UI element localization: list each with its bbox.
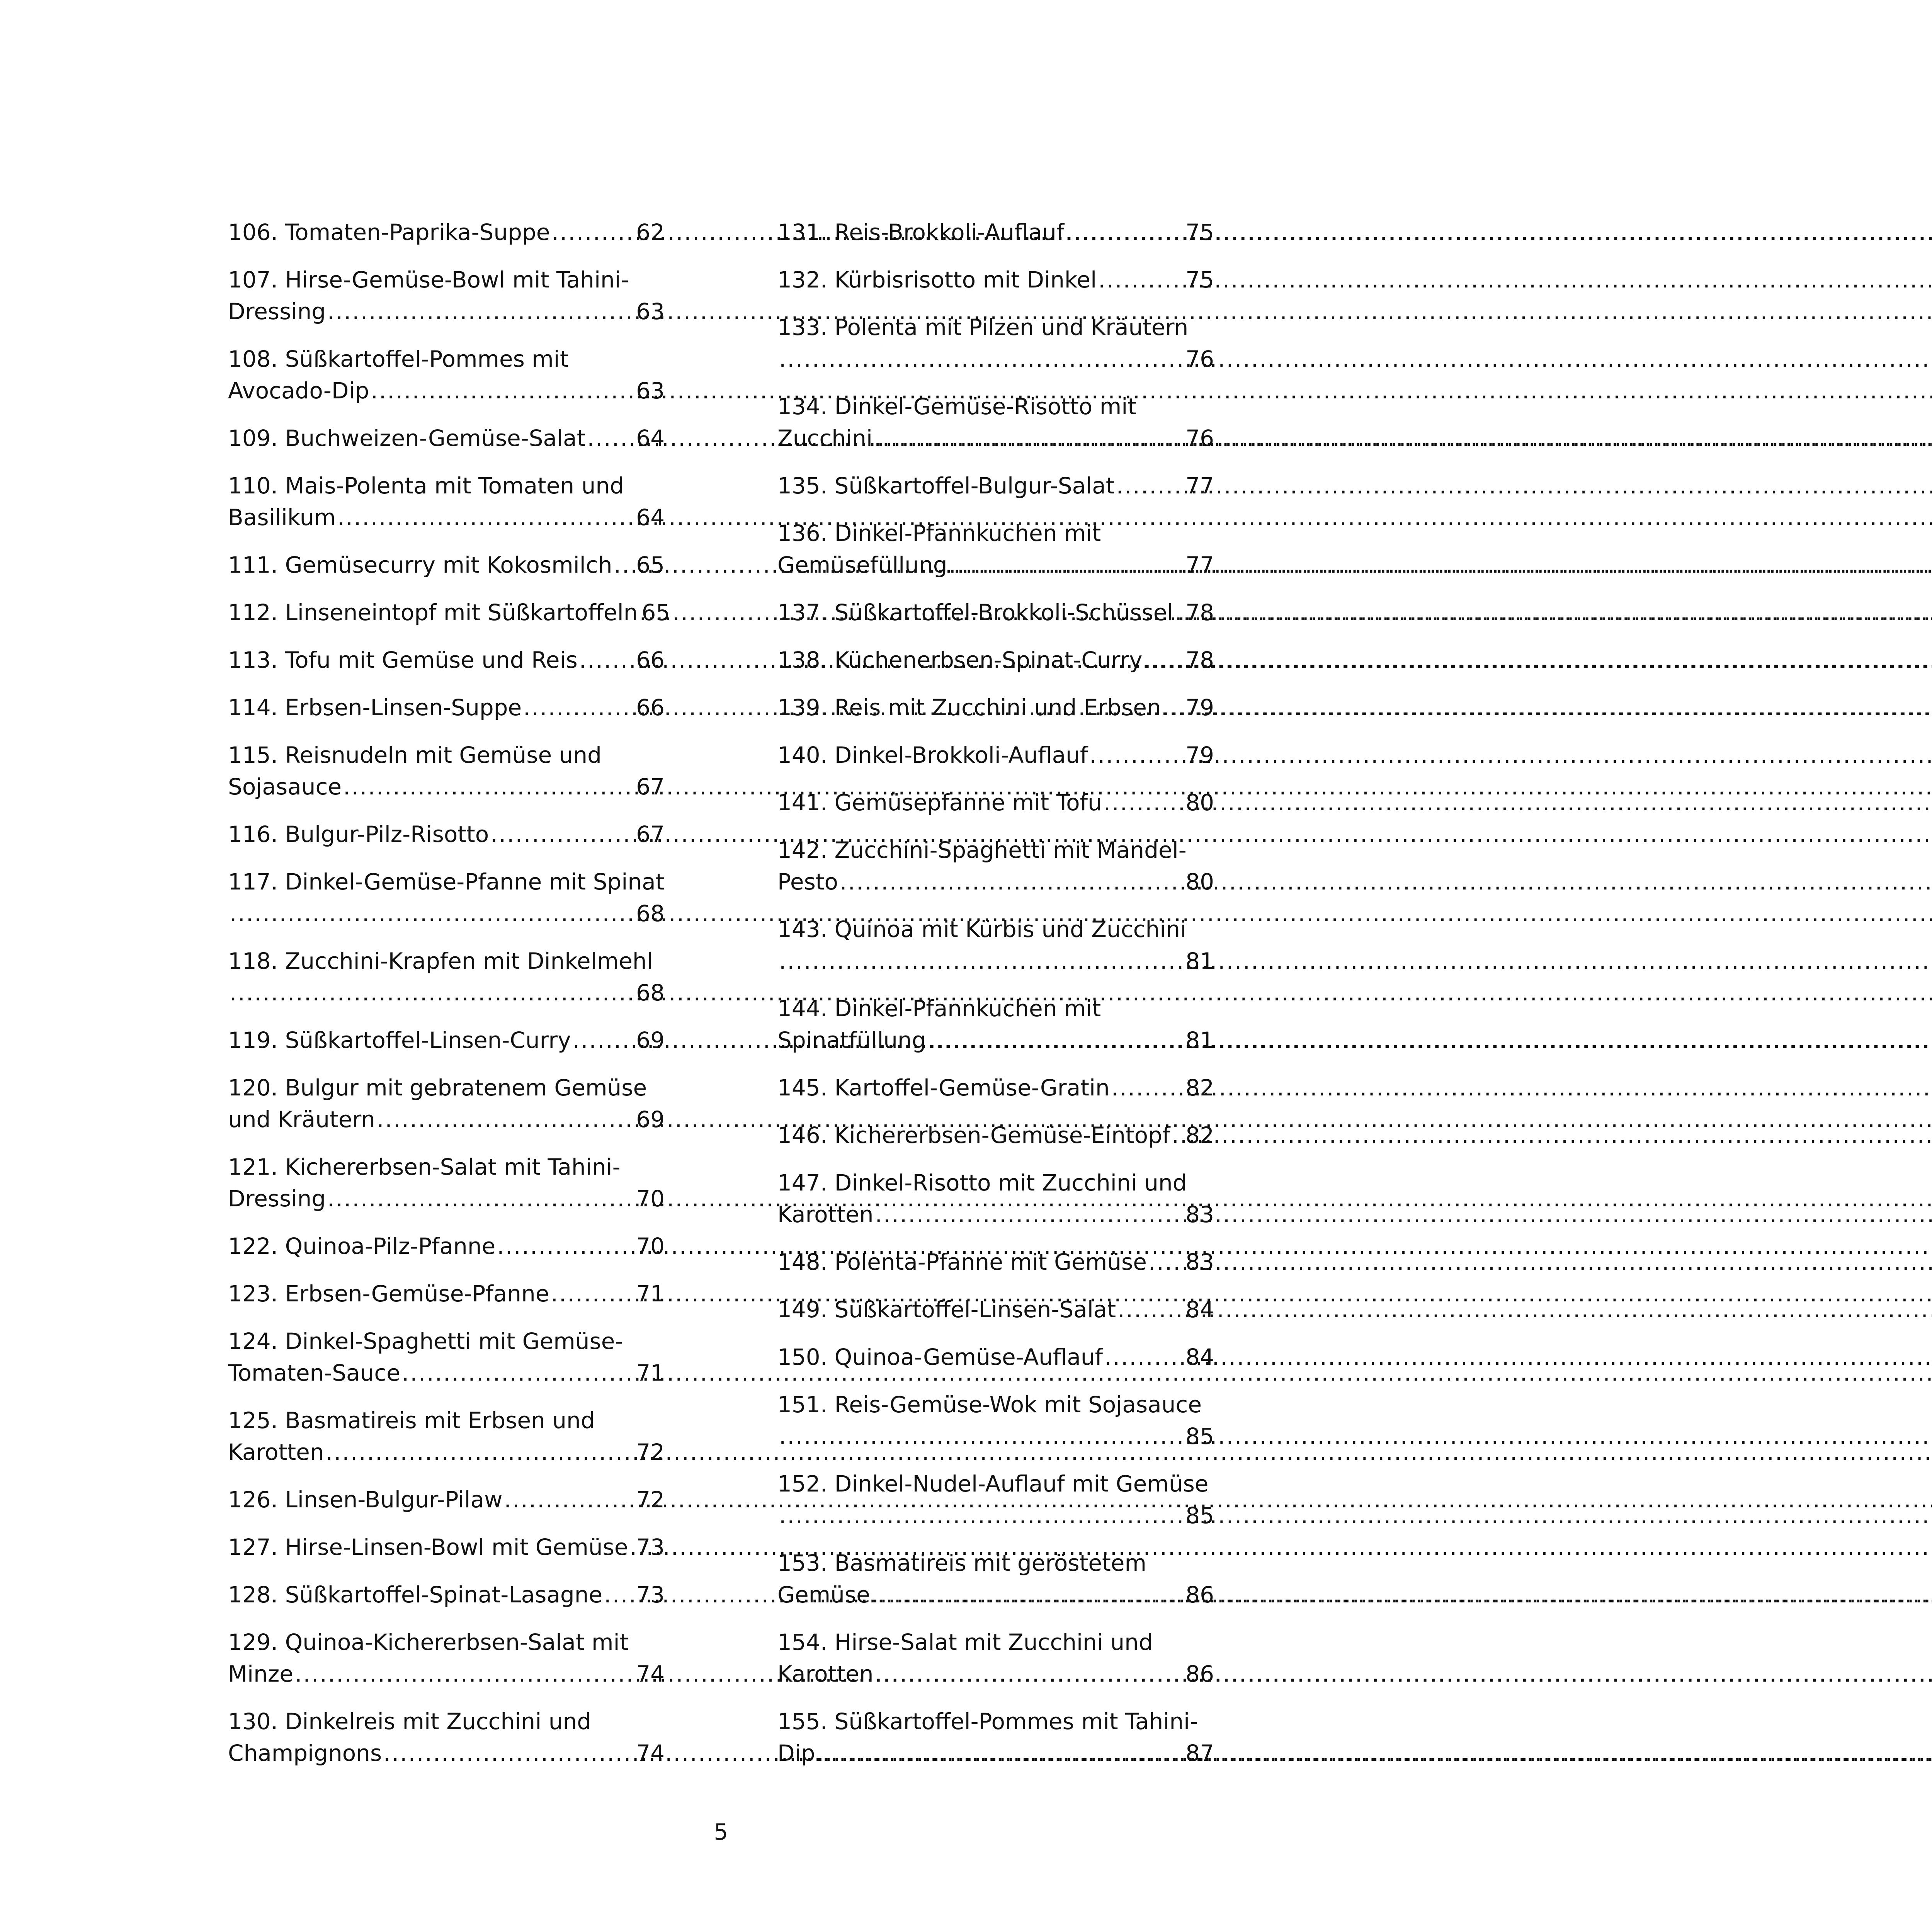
toc-entry-title: 139. Reis mit Zucchini und Erbsen [777,694,1161,721]
toc-entry-page: 75 [1185,267,1214,293]
toc-entry-page: 76 [1185,346,1214,372]
toc-entry-page: 73 [636,1534,665,1560]
toc-entry [228,866,665,929]
toc-entry-line [228,1436,665,1468]
dot-leader [327,296,634,327]
page-number: 5 [714,1819,728,1845]
toc-entry-page: 68 [636,980,665,1006]
dot-leader [295,1658,634,1690]
toc-entry-title: 142. Zucchini-Spaghetti mit Mandel- [777,837,1187,863]
dot-leader [1089,739,1183,771]
toc-entry-line [777,1500,1214,1531]
toc-entry [777,470,1214,502]
toc-entry [228,1024,665,1056]
toc-entry [777,692,1214,723]
toc-entry-line [777,1579,1214,1611]
toc-entry-title: 153. Basmatireis mit geröstetem [777,1550,1146,1576]
toc-entry-title: 140. Dinkel-Brokkoli-Auflauf [777,742,1088,768]
toc-entry-line [777,264,1214,296]
toc-entry [777,1072,1214,1104]
toc-entry-title: 124. Dinkel-Spaghetti mit Gemüse- [228,1328,623,1354]
toc-entry-line [228,771,665,803]
toc-entry-title: 155. Süßkartoffel-Pommes mit Tahini- [777,1708,1198,1735]
toc-entry-line [228,1658,665,1690]
toc-entry-title: 109. Buchweizen-Gemüse-Salat [228,425,586,451]
dot-leader [1172,1119,1183,1151]
toc-entry-line [777,1199,1214,1230]
toc-entry-page: 86 [1185,1661,1214,1687]
toc-entry-title: 116. Bulgur-Pilz-Risotto [228,821,489,847]
toc-entry [777,787,1214,818]
toc-entry [228,1325,665,1389]
toc-entry-line [228,296,665,327]
toc-entry-line [228,216,665,248]
toc-entry [777,1626,1214,1690]
toc-entry [777,913,1214,977]
toc-entry-page: 77 [1185,473,1214,499]
toc-entry [228,1278,665,1310]
toc-entry-page: 63 [636,378,665,404]
toc-entry-page: 79 [1185,742,1214,768]
toc-entry-line [777,470,1214,502]
toc-entry-line [228,1104,665,1135]
dot-leader [779,1500,1183,1531]
toc-entry-title: 151. Reis-Gemüse-Wok mit Sojasauce [777,1391,1202,1418]
toc-entry-line [777,1072,1214,1104]
toc-entry [777,311,1214,375]
toc-entry-title-continued: Gemüse [777,1582,870,1608]
dot-leader [230,898,634,929]
dot-leader [840,866,1183,898]
toc-entry [228,597,670,628]
toc-entry-line [228,644,665,676]
toc-entry-line [228,1484,665,1515]
dot-leader [928,1024,1184,1056]
toc-entry-title: 135. Süßkartoffel-Bulgur-Salat [777,473,1115,499]
dot-leader [551,216,634,248]
toc-entry-line [777,739,1214,771]
toc-entry-title-continued: Dressing [228,1185,326,1212]
toc-entry-page: 82 [1185,1075,1214,1101]
toc-entry [228,549,665,581]
toc-entry-page: 84 [1185,1296,1214,1323]
toc-entry-title-continued: Tomaten-Sauce [228,1360,400,1386]
dot-leader [326,1436,634,1468]
toc-entry-page: 78 [1185,599,1214,626]
toc-entry [228,1072,665,1135]
dot-leader [230,977,634,1009]
toc-entry-page: 83 [1185,1249,1214,1275]
toc-entry-page: 66 [636,647,665,673]
toc-entry-page: 77 [1185,552,1214,578]
toc-entry-page: 85 [1185,1502,1214,1529]
toc-entry-line [228,1531,665,1563]
toc-entry-page: 74 [636,1740,665,1766]
toc-entry-title: 126. Linsen-Bulgur-Pilaw [228,1486,503,1513]
toc-entry-line [777,1294,1214,1325]
dot-leader [1117,1294,1183,1325]
toc-entry [777,1706,1214,1769]
toc-entry-page: 66 [636,694,665,721]
dot-leader [779,945,1183,977]
toc-entry-title-continued: Karotten [777,1661,874,1687]
dot-leader [872,1579,1183,1611]
toc-entry-title-continued: Zucchini [777,425,873,451]
toc-entry-page: 67 [636,821,665,847]
toc-entry [228,422,665,454]
toc-entry-page: 69 [636,1027,665,1053]
toc-entry-line [777,787,1214,818]
toc-entry-line [777,945,1214,977]
toc-entry [777,216,1214,248]
toc-entry-line [228,1579,665,1611]
toc-entry-title-continued: Gemüsefüllung [777,552,947,578]
toc-entry [228,216,665,248]
toc-entry-page: 87 [1185,1740,1214,1766]
toc-entry [228,1405,665,1468]
toc-entry-line [228,375,665,406]
toc-entry-line [228,692,665,723]
dot-leader [1175,597,1184,628]
toc-entry-title: 110. Mais-Polenta mit Tomaten und [228,473,624,499]
toc-entry-title: 150. Quinoa-Gemüse-Auflauf [777,1344,1103,1370]
dot-leader [587,422,634,454]
toc-entry-line [228,898,665,929]
toc-entry-page: 85 [1185,1423,1214,1449]
toc-entry [228,1151,665,1214]
toc-entry-title: 141. Gemüsepfanne mit Tofu [777,789,1102,816]
toc-entry-page: 80 [1185,869,1214,895]
toc-entry-page: 83 [1185,1201,1214,1228]
toc-entry-title-continued: Dip [777,1740,815,1766]
toc-entry-line [228,1230,665,1262]
toc-entry-line [228,1183,665,1214]
dot-leader [949,549,1184,581]
toc-entry [777,993,1214,1056]
toc-entry [777,644,1214,676]
dot-leader [817,1737,1184,1769]
dot-leader [1163,692,1183,723]
toc-entry-page: 81 [1185,948,1214,974]
toc-entry-title: 106. Tomaten-Paprika-Suppe [228,219,550,245]
toc-entry-title: 131. Reis-Brokkoli-Auflauf [777,219,1065,245]
toc-entry [228,1706,665,1769]
toc-entry [777,264,1214,296]
toc-entry-page: 75 [1185,219,1214,245]
toc-entry-title: 147. Dinkel-Risotto mit Zucchini und [777,1170,1187,1196]
toc-entry-title: 119. Süßkartoffel-Linsen-Curry [228,1027,571,1053]
toc-entry-title-continued: Minze [228,1661,294,1687]
dot-leader [1104,1341,1183,1373]
toc-entry-title: 136. Dinkel-Pfannkuchen mit [777,520,1101,546]
toc-entry-page: 70 [636,1185,665,1212]
toc-entry [228,818,665,850]
toc-entry [228,644,665,676]
toc-entry-page: 84 [1185,1344,1214,1370]
toc-entry-page: 62 [636,219,665,245]
toc-entry-title: 132. Kürbisrisotto mit Dinkel [777,267,1097,293]
toc-entry-title: 125. Basmatireis mit Erbsen und [228,1407,595,1434]
toc-entry-title-continued: Spinatfüllung [777,1027,926,1053]
toc-entry-title-continued: Sojasauce [228,774,342,800]
toc-entry-title: 107. Hirse-Gemüse-Bowl mit Tahini- [228,267,629,293]
toc-entry [228,739,665,803]
dot-leader [337,502,634,533]
toc-entry-title: 143. Quinoa mit Kürbis und Zucchini [777,916,1187,942]
toc-entry [777,1468,1214,1531]
toc-entry-page: 71 [636,1360,665,1386]
dot-leader [1148,1246,1183,1278]
toc-entry-page: 86 [1185,1582,1214,1608]
toc-entry [777,834,1214,898]
toc-entry-title-continued: Basilikum [228,504,336,531]
toc-entry-page: 67 [636,774,665,800]
dot-leader [779,1420,1183,1452]
toc-entry [228,264,665,327]
toc-entry-line [228,977,665,1009]
toc-entry-title: 114. Erbsen-Linsen-Suppe [228,694,522,721]
dot-leader [402,1357,634,1389]
toc-entry [777,1341,1214,1373]
toc-entry-line [777,343,1214,375]
toc-entry [228,692,665,723]
toc-entry [777,391,1214,454]
toc-entry-line [228,549,665,581]
dot-leader [874,422,1183,454]
toc-entry [228,1531,665,1563]
toc-entry-line [777,1341,1214,1373]
toc-entry-title: 137. Süßkartoffel-Brokkoli-Schüssel [777,599,1173,626]
dot-leader [1098,264,1183,296]
dot-leader [343,771,634,803]
toc-entry-title: 148. Polenta-Pfanne mit Gemüse [777,1249,1147,1275]
toc-entry-title: 144. Dinkel-Pfannkuchen mit [777,995,1101,1022]
toc-entry-title: 108. Süßkartoffel-Pommes mit [228,346,569,372]
toc-entry-title: 111. Gemüsecurry mit Kokosmilch [228,552,612,578]
dot-leader [1111,1072,1183,1104]
toc-entry-line [228,818,665,850]
toc-entry-page: 74 [636,1661,665,1687]
toc-entry-title: 122. Quinoa-Pilz-Pfanne [228,1233,496,1259]
dot-leader [573,1024,634,1056]
toc-entry-title: 123. Erbsen-Gemüse-Pfanne [228,1281,549,1307]
toc-entry [228,1579,665,1611]
toc-entry [228,470,665,533]
dot-leader [371,375,634,406]
toc-entry-line [777,1119,1214,1151]
toc-entry [777,1389,1214,1452]
toc-entry-page: 73 [636,1582,665,1608]
toc-entry-page: 76 [1185,425,1214,451]
toc-entry [777,1246,1214,1278]
toc-entry-title-continued: Karotten [777,1201,874,1228]
toc-entry-line [777,866,1214,898]
toc-entry-line [228,1737,665,1769]
toc-entry-line [777,1420,1214,1452]
toc-entry [777,739,1214,771]
toc-entry-line [777,1737,1214,1769]
toc-entry-title: 138. Küchenerbsen-Spinat-Curry [777,647,1143,673]
toc-entry-title-continued: Dressing [228,298,326,325]
toc-entry [777,517,1214,581]
toc-entry-page: 78 [1185,647,1214,673]
dot-leader [614,549,634,581]
toc-column-left [228,216,670,1785]
toc-entry-title: 145. Kartoffel-Gemüse-Gratin [777,1075,1110,1101]
toc-entry-title-continued: Pesto [777,869,838,895]
toc-entry-line [228,1278,665,1310]
dot-leader [779,343,1183,375]
toc-entry-title: 113. Tofu mit Gemüse und Reis [228,647,578,673]
toc-entry-line [228,597,670,628]
toc-entry-page: 79 [1185,694,1214,721]
toc-entry-page: 82 [1185,1122,1214,1148]
toc-entry-title: 129. Quinoa-Kichererbsen-Salat mit [228,1629,629,1655]
toc-entry-line [228,1357,665,1389]
toc-entry-line [228,502,665,533]
dot-leader [604,1579,634,1611]
toc-entry-title: 133. Polenta mit Pilzen und Kräutern [777,314,1189,340]
toc-entry-title-continued: und Kräutern [228,1106,375,1133]
dot-leader [875,1658,1184,1690]
toc-entry-page: 71 [636,1281,665,1307]
dot-leader [1116,470,1184,502]
toc-entry-line [777,1658,1214,1690]
toc-entry-page: 63 [636,298,665,325]
dot-leader [523,692,634,723]
toc-entry-page: 69 [636,1106,665,1133]
toc-entry-title: 134. Dinkel-Gemüse-Risotto mit [777,393,1137,420]
toc-entry [228,1626,665,1690]
dot-leader [551,1278,634,1310]
toc-entry-page: 72 [636,1486,665,1513]
toc-entry [777,1294,1214,1325]
toc-entry-line [228,1024,665,1056]
dot-leader [1066,216,1183,248]
toc-entry-line [777,644,1214,676]
toc-entry-title-continued: Avocado-Dip [228,378,369,404]
toc-entry-line [777,1246,1214,1278]
toc-entry-title: 152. Dinkel-Nudel-Auflauf mit Gemüse [777,1471,1209,1497]
toc-entry-title: 118. Zucchini-Krapfen mit Dinkelmehl [228,948,653,974]
toc-entry-title: 127. Hirse-Linsen-Bowl mit Gemüse [228,1534,628,1560]
dot-leader [490,818,634,850]
toc-entry [777,1119,1214,1151]
toc-entry-line [228,422,665,454]
dot-leader [579,644,634,676]
toc-entry [228,343,665,406]
dot-leader [875,1199,1184,1230]
toc-entry-title: 121. Kichererbsen-Salat mit Tahini- [228,1154,621,1180]
toc-entry-title: 115. Reisnudeln mit Gemüse und [228,742,602,768]
toc-entry [228,1484,665,1515]
toc-entry-title: 120. Bulgur mit gebratenem Gemüse [228,1075,647,1101]
dot-leader [630,1531,634,1563]
toc-entry-page: 64 [636,504,665,531]
toc-column-right [777,216,1214,1785]
dot-leader [504,1484,634,1515]
toc-entry-title-continued: Champignons [228,1740,382,1766]
dot-leader [1144,644,1183,676]
toc-entry-title: 154. Hirse-Salat mit Zucchini und [777,1629,1153,1655]
toc-entry-page: 68 [636,900,665,927]
toc-entry-title: 128. Süßkartoffel-Spinat-Lasagne [228,1582,603,1608]
toc-entry-page: 70 [636,1233,665,1259]
toc-entry [777,1167,1214,1230]
dot-leader [497,1230,634,1262]
toc-entry [777,597,1214,628]
toc-entry-title: 149. Süßkartoffel-Linsen-Salat [777,1296,1116,1323]
toc-entry-page: 81 [1185,1027,1214,1053]
toc-entry-line [777,216,1214,248]
toc-entry-title: 117. Dinkel-Gemüse-Pfanne mit Spinat [228,869,665,895]
toc-entry-page: 64 [636,425,665,451]
dot-leader [377,1104,634,1135]
toc-entry-page: 65 [641,599,670,626]
toc-entry-line [777,597,1214,628]
dot-leader [383,1737,634,1769]
toc-entry [777,1547,1214,1611]
toc-entry-page: 72 [636,1439,665,1465]
dot-leader [1104,787,1183,818]
toc-entry-title: 130. Dinkelreis mit Zucchini und [228,1708,592,1735]
toc-entry-page: 65 [636,552,665,578]
toc-entry-line [777,549,1214,581]
toc-entry-title: 112. Linseneintopf mit Süßkartoffeln [228,599,638,626]
toc-entry-line [777,422,1214,454]
toc-entry-line [777,1024,1214,1056]
toc-entry [228,1230,665,1262]
dot-leader [327,1183,634,1214]
toc-entry-line [777,692,1214,723]
toc-entry-title-continued: Karotten [228,1439,324,1465]
toc-entry-page: 80 [1185,789,1214,816]
toc-entry [228,945,665,1009]
toc-entry-title: 146. Kichererbsen-Gemüse-Eintopf [777,1122,1170,1148]
